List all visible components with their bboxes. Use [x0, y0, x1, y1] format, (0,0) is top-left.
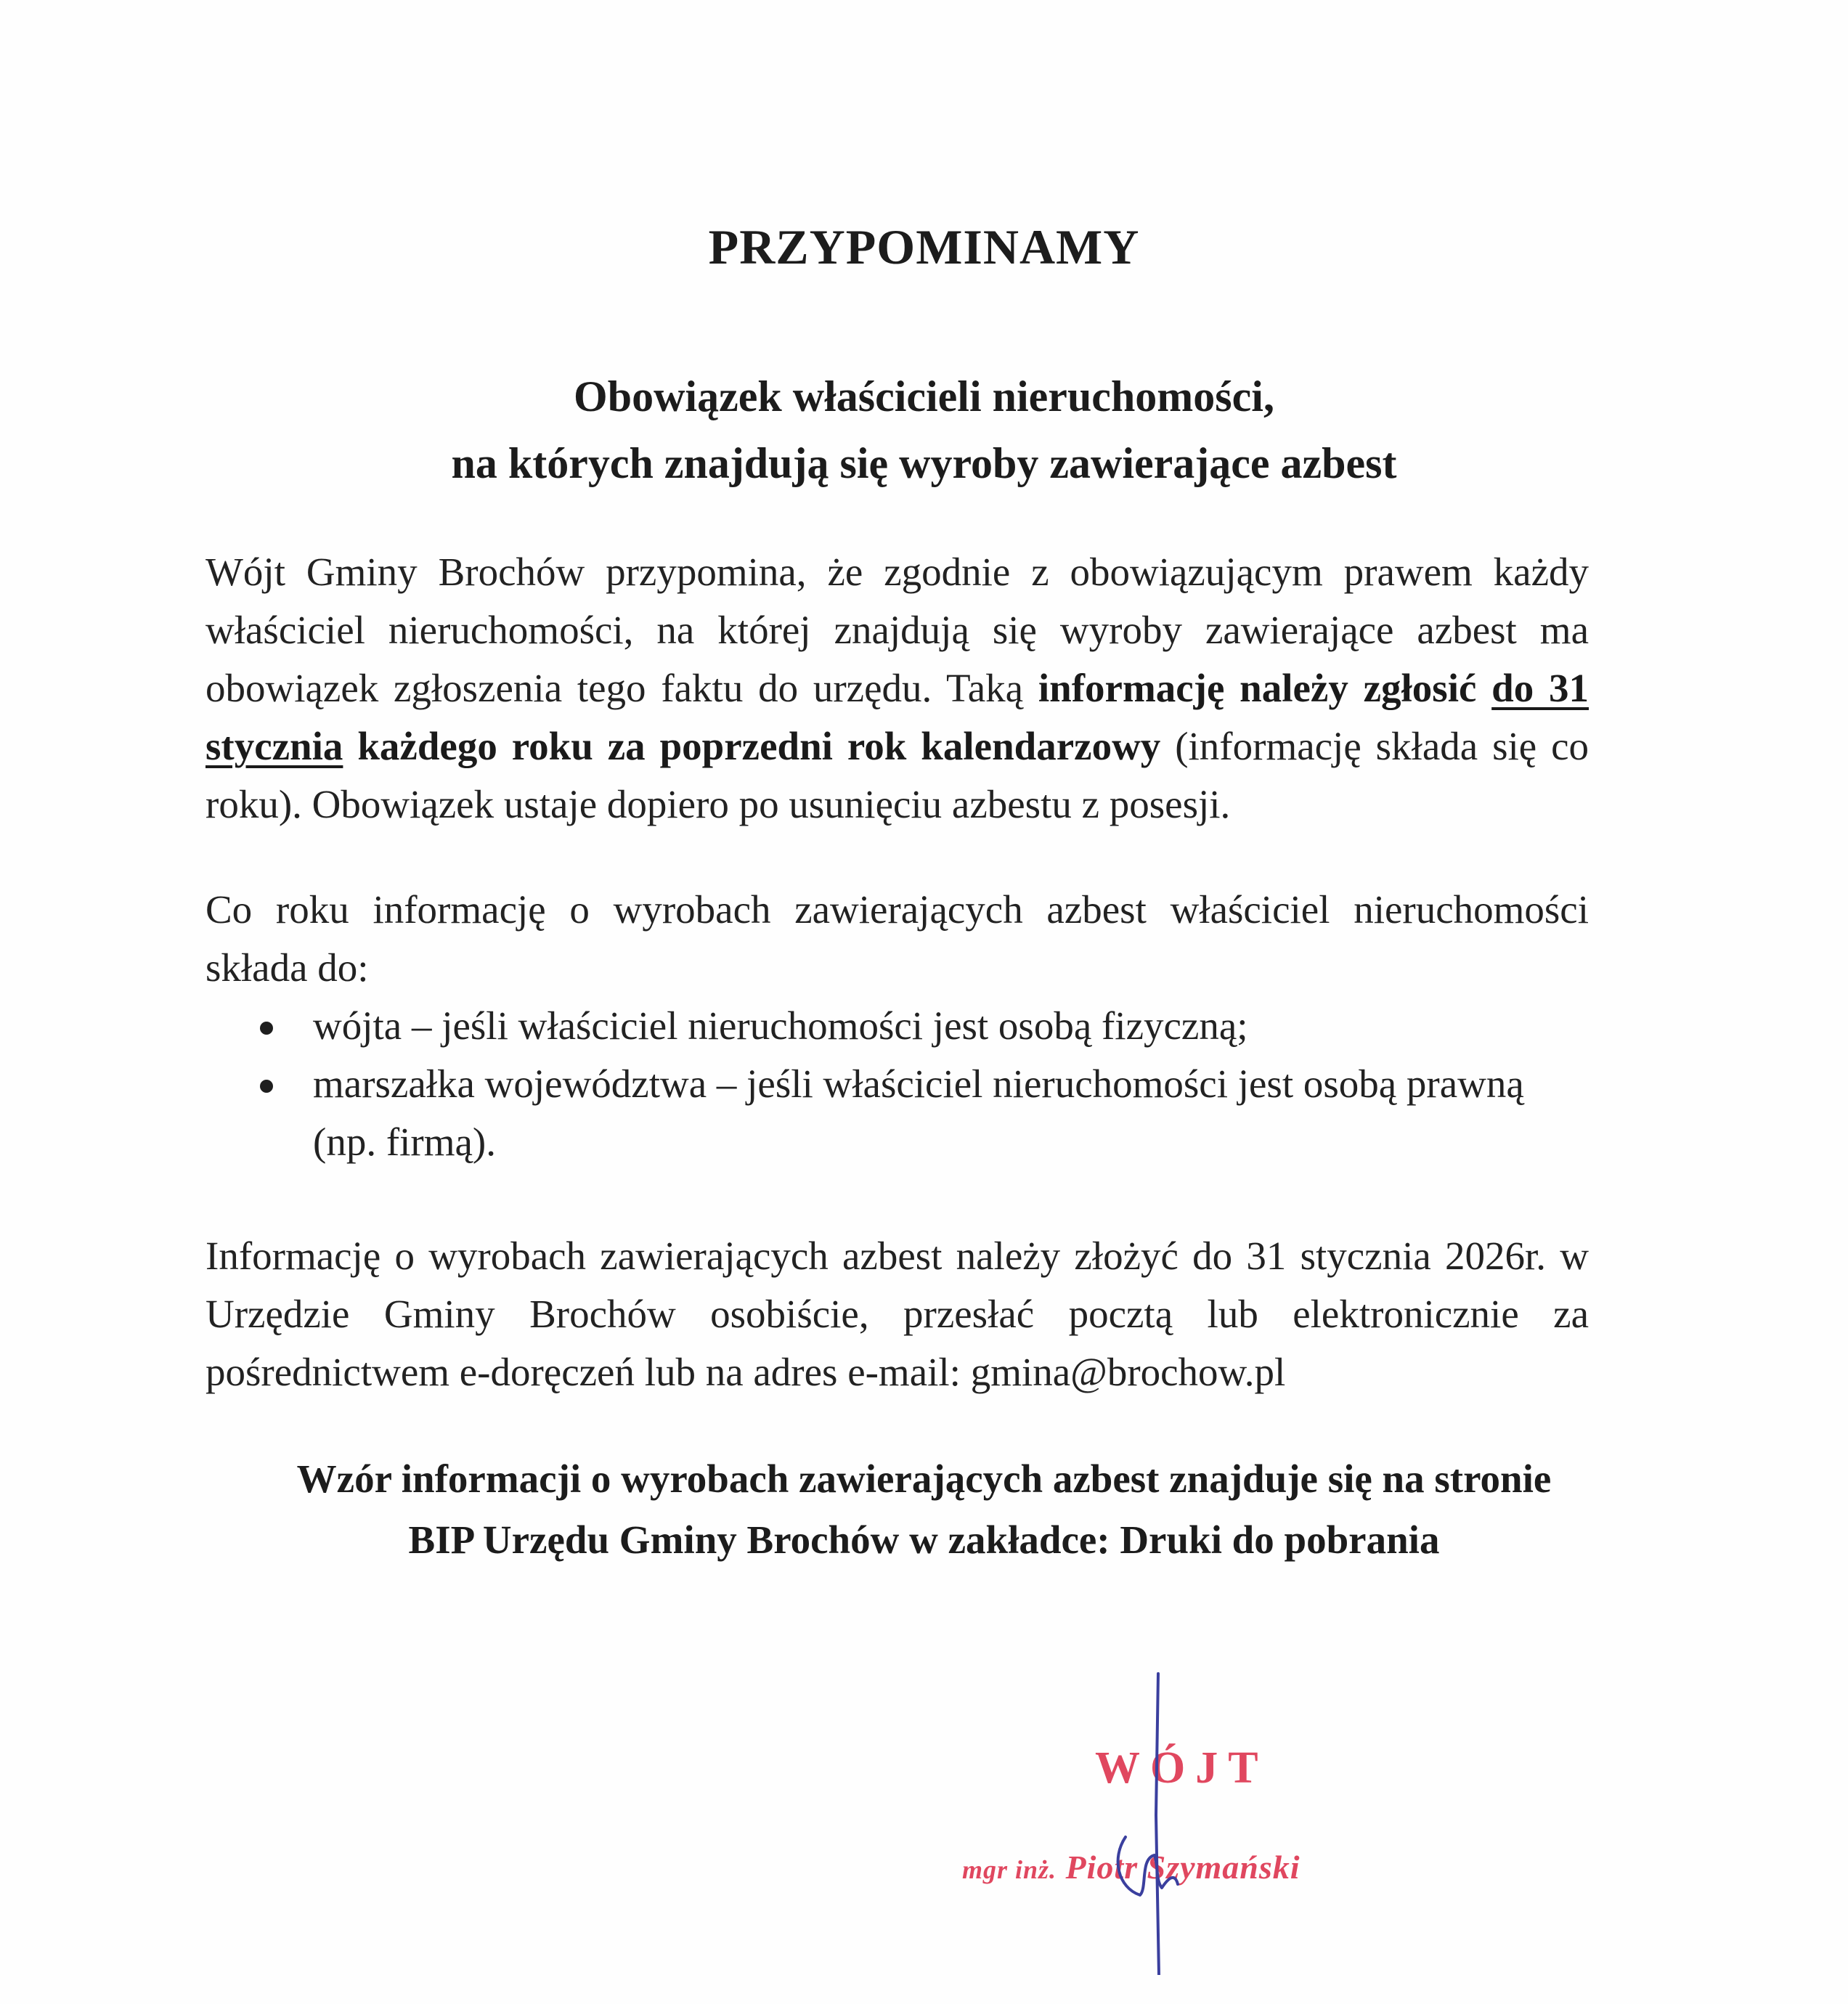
list-item-text: wójta – jeśli właściciel nieruchomości jest osobą fizyczną;: [313, 1003, 1248, 1048]
subtitle-line: na których znajdują się wyroby zawierające azbest: [451, 439, 1397, 487]
deadline-highlight: do 31 stycznia: [205, 666, 1589, 768]
subtitle-line: Obowiązek właścicieli nieruchomości,: [574, 372, 1274, 420]
recipient-list: [205, 997, 1589, 1171]
paragraph-text: (informację składa się co roku). Obowiązek ustaje dopiero po usunięciu azbestu z posesji.: [205, 724, 1589, 826]
bullet-icon: [260, 1080, 273, 1093]
bullet-icon: [260, 1022, 273, 1035]
paragraph-submission: Co roku informację o wyrobach zawierających azbest właściciel nieruchomości składa do:: [205, 887, 1589, 990]
stamp-name-prefix: mgr inż.: [962, 1855, 1057, 1884]
stamp-name-text: Piotr Szymański: [1065, 1849, 1300, 1886]
paragraph-bold: informację należy zgłosić: [1038, 666, 1492, 710]
document-subtitle: [218, 363, 1630, 497]
document-title: PRZYPOMINAMY: [708, 219, 1140, 274]
footer-line: BIP Urzędu Gminy Brochów w zakładce: Druki do pobrania: [408, 1518, 1440, 1562]
list-item-text: marszałka województwa – jeśli właściciel nieruchomości jest osobą prawną (np. firmą).: [313, 1062, 1524, 1164]
footer-note: [182, 1449, 1666, 1571]
stamp-title: WÓJT: [1095, 1743, 1269, 1793]
paragraph-bold: każdego roku za poprzedni rok kalendarzowy: [343, 724, 1161, 768]
footer-line: Wzór informacji o wyrobach zawierających azbest znajduje się na stronie: [296, 1457, 1552, 1501]
list-item: [205, 997, 1589, 1055]
paragraph-deadline: Informację o wyrobach zawierających azbest należy złożyć do 31 stycznia 2026r. w Urzędzie Gminy Brochów osobiście, przesłać pocztą lub elektronicznie za pośrednictwem e-doręczeń lub na adres e-mail: gmina@brochow.pl: [205, 1234, 1589, 1394]
signature-icon: [1089, 1670, 1234, 1975]
list-item: [205, 1055, 1589, 1171]
paragraph-obligation: [205, 543, 1589, 834]
paragraph-text: Wójt Gminy Brochów przypomina, że zgodnie z obowiązującym prawem każdy właściciel nieruchomości, na której znajdują się wyroby zawierające azbest ma obowiązek zgłoszenia tego faktu do urzędu. Taką: [205, 550, 1589, 710]
